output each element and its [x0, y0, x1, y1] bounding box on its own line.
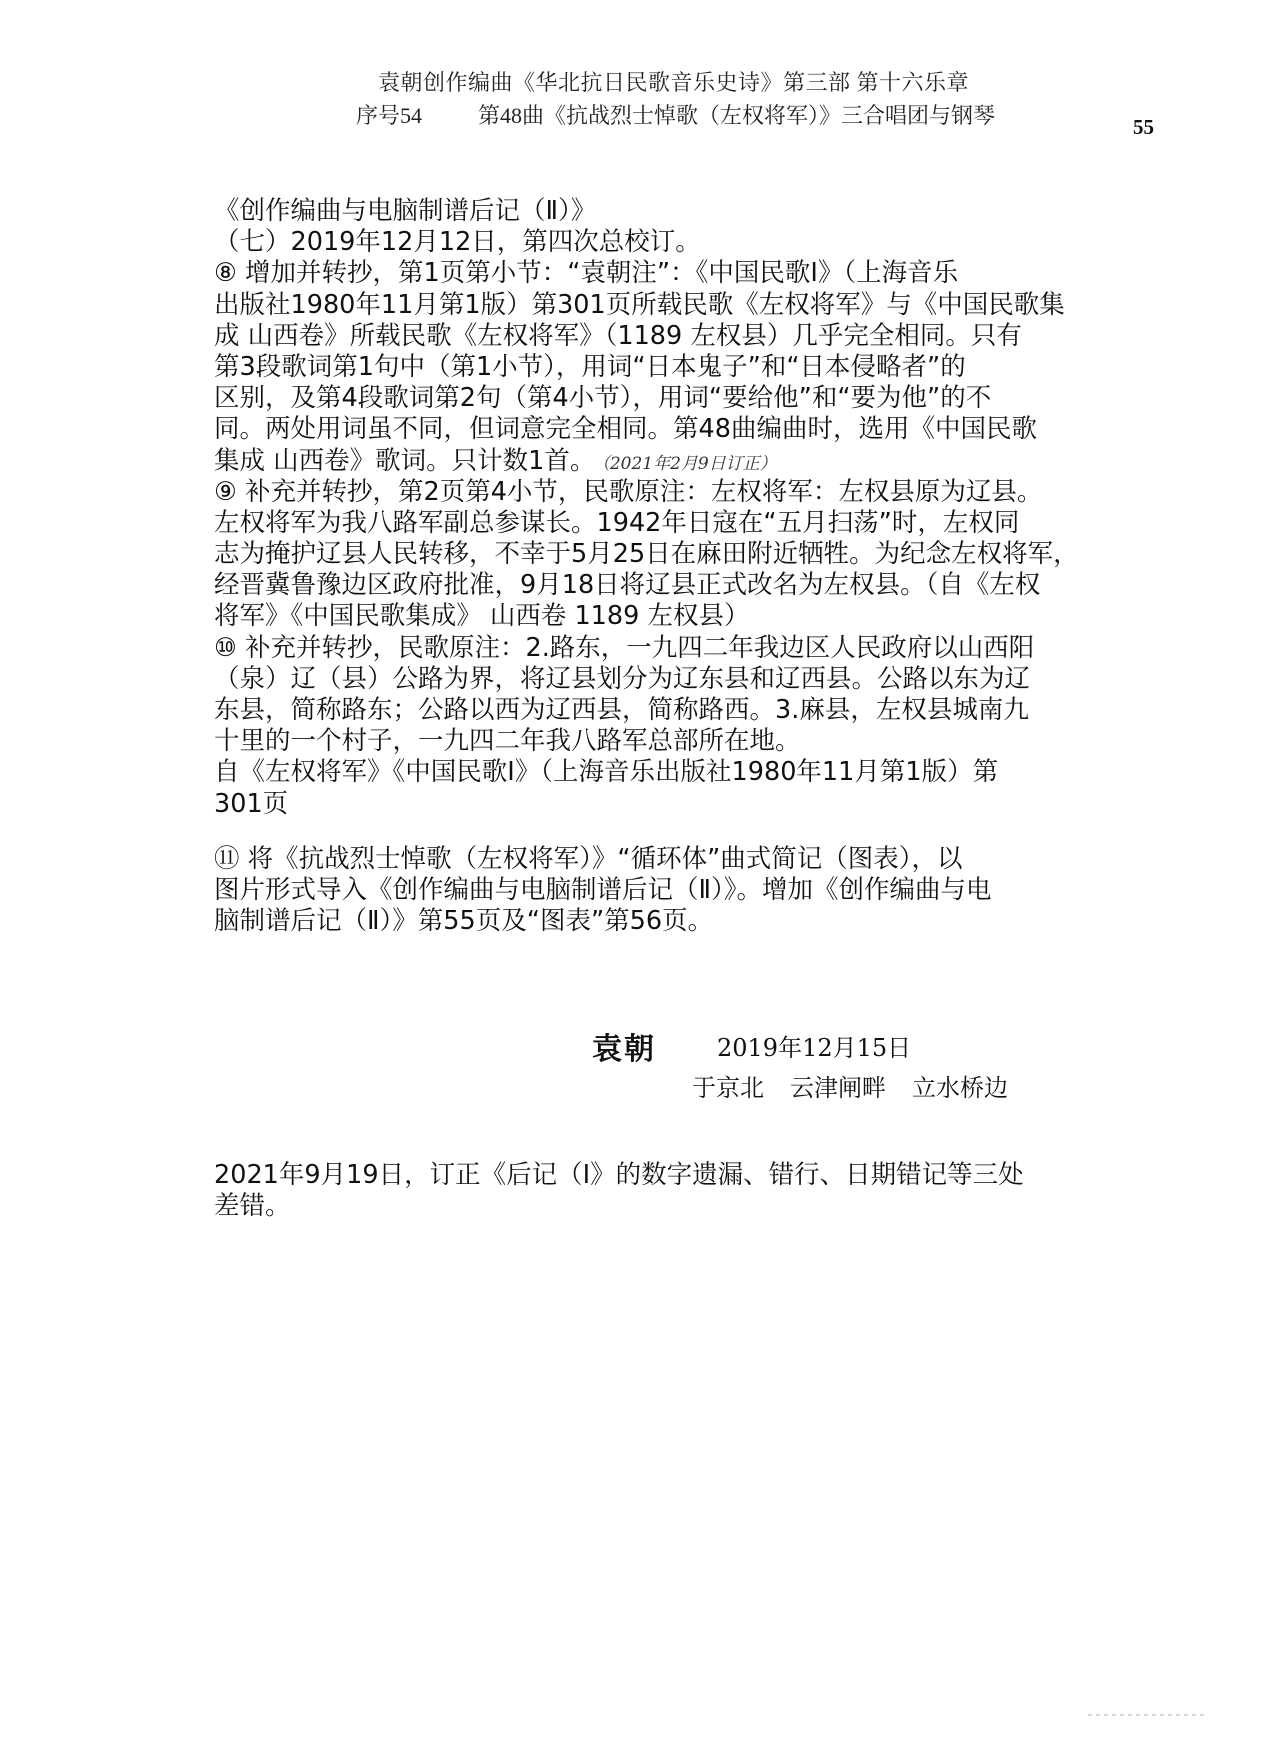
item-8-line: 出版社1980年11月第1版）第301页所载民歌《左权将军》与《中国民歌集: [214, 289, 1065, 320]
item-8-line: 同。两处用词虽不同，但词意完全相同。第48曲编曲时，选用《中国民歌: [214, 414, 1037, 445]
source-citation-line: 301页: [214, 788, 289, 819]
item-8-line: 区别，及第4段歌词第2句（第4小节），用词“要给他”和“要为他”的不: [214, 383, 992, 414]
signature-place: [692, 1068, 1034, 1103]
item-9-line: 左权将军为我八路军副总参谋长。1942年日寇在“五月扫荡”时，左权同: [214, 507, 1020, 538]
item-8-line: [214, 446, 1154, 477]
footer-watermark: [1088, 1714, 1208, 1716]
revision-line: 2021年9月19日，订正《后记（Ⅰ》的数字遗漏、错行、日期错记等三处: [214, 1160, 1024, 1190]
header-subtitle: [356, 99, 995, 130]
item-9-line: 经晋冀鲁豫边区政府批准，9月18日将辽县正式改名为左权县。（自《左权: [214, 570, 1041, 601]
item-10-line: ⑩ 补充并转抄，民歌原注：2.路东，一九四二年我边区人民政府以山西阳: [214, 632, 1035, 663]
afterword-body: [214, 196, 1154, 937]
item-9-line: 志为掩护辽县人民转移，不幸于5月25日在麻田附近牺牲。为纪念左权将军，: [214, 539, 1079, 570]
place-part: 于京北: [692, 1074, 764, 1102]
correction-note: （2021年2月9日订正）: [601, 453, 777, 474]
revision-note: [214, 1160, 1154, 1222]
item-9-line: ⑨ 补充并转抄，第2页第4小节，民歌原注：左权将军：左权县原为辽县。: [214, 476, 1043, 507]
item-10-line: （泉）辽（县）公路为界，将辽县划分为辽东县和辽西县。公路以东为辽: [214, 663, 1031, 694]
source-citation-line: 自《左权将军》《中国民歌Ⅰ》（上海音乐出版社1980年11月第1版）第: [214, 757, 999, 788]
afterword-title: 《创作编曲与电脑制谱后记（Ⅱ）》: [214, 196, 597, 226]
item-8-line: 成 山西卷》所载民歌《左权将军》（1189 左权县）几乎完全相同。只有: [214, 320, 1022, 351]
item-8-line: 第3段歌词第1句中（第1小节），用词“日本鬼子”和“日本侵略者”的: [214, 351, 966, 382]
author-name: 袁朝: [592, 1032, 656, 1067]
item-11-line: ⑪ 将《抗战烈士悼歌（左权将军）》“循环体”曲式简记（图表），以: [214, 843, 963, 874]
header-serial: 序号54: [356, 103, 423, 128]
revision-heading: （七）2019年12月12日，第四次总校订。: [214, 227, 701, 258]
item-11-line: 图片形式导入《创作编曲与电脑制谱后记（Ⅱ）》。增加《创作编曲与电: [214, 874, 992, 905]
item-8-last-text: 集成 山西卷》歌词。只计数1首。: [214, 445, 596, 476]
item-8-line: ⑧ 增加并转抄，第1页第小节：“袁朝注”：《中国民歌Ⅰ》（上海音乐: [214, 258, 959, 289]
item-10-line: 十里的一个村子，一九四二年我八路军总部所在地。: [214, 726, 801, 757]
header-piece-title: 第48曲《抗战烈士悼歌（左权将军）》三合唱团与钢琴: [478, 103, 996, 128]
signature-date: 2019年12月15日: [717, 1034, 912, 1062]
item-11-line: 脑制谱后记（Ⅱ）》第55页及“图表”第56页。: [214, 906, 714, 937]
revision-line: 差错。: [214, 1191, 291, 1222]
item-10-line: 东县，简称路东；公路以西为辽西县，简称路西。3.麻县，左权县城南九: [214, 695, 1029, 725]
spacer: [214, 820, 1154, 844]
page-number: 55: [1133, 115, 1154, 139]
item-9-line: 将军》《中国民歌集成》 山西卷 1189 左权县）: [214, 601, 750, 632]
header-title: 袁朝创作编曲《华北抗日民歌音乐史诗》第三部 第十六乐章: [378, 70, 970, 95]
place-part: 立水桥边: [912, 1074, 1008, 1102]
place-part: 云津闸畔: [790, 1074, 886, 1102]
